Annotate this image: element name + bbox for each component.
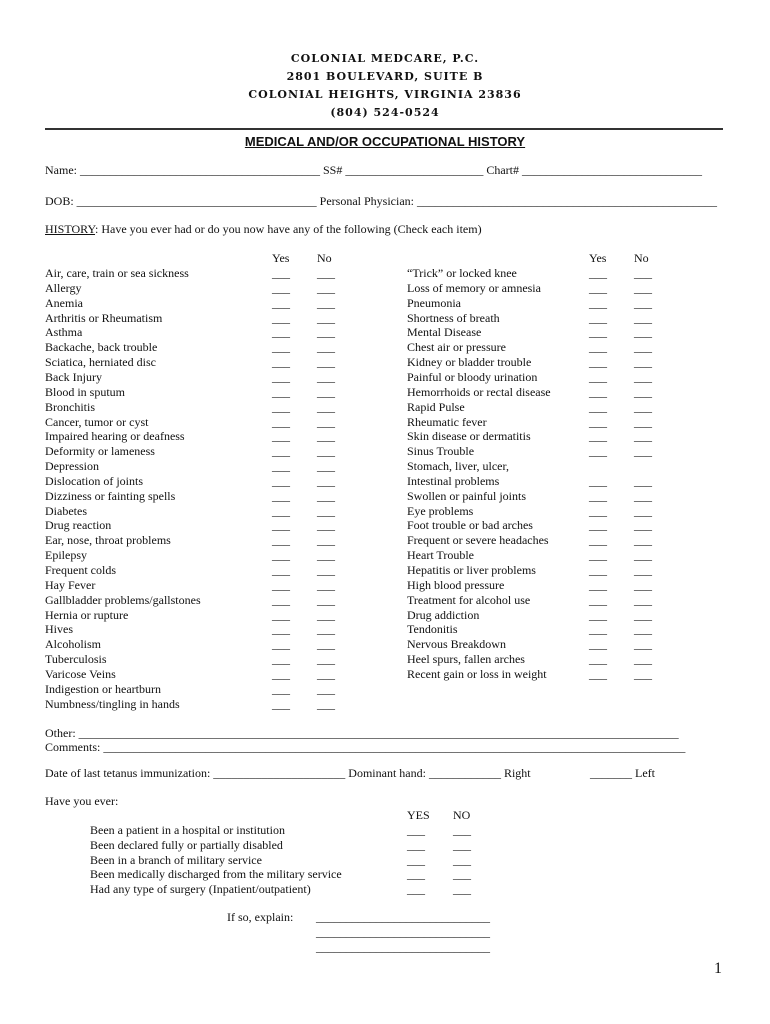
condition-label: Painful or bloody urination (407, 369, 538, 384)
no-blank[interactable]: ___ (317, 384, 335, 399)
yes-blank[interactable]: ___ (589, 414, 607, 429)
explain-label: If so, explain: (227, 910, 294, 924)
no-blank[interactable]: ___ (634, 399, 652, 414)
have-you-ever-item: Been in a branch of military service (90, 852, 262, 867)
yes-blank[interactable]: ___ (272, 280, 290, 295)
yes-blank[interactable]: ___ (589, 310, 607, 325)
no-blank[interactable]: ___ (453, 867, 471, 882)
no-blank[interactable]: ___ (317, 429, 335, 444)
have-you-ever-item: Been a patient in a hospital or institution (90, 823, 285, 837)
no-blank[interactable]: ___ (634, 384, 652, 399)
condition-label: Recent gain or loss in weight (407, 666, 547, 681)
yes-blank[interactable]: ___ (272, 666, 290, 681)
condition-label: Dizziness or fainting spells (45, 488, 176, 503)
condition-label: Drug reaction (45, 518, 112, 533)
yes-blank[interactable]: ___ (272, 622, 290, 637)
no-blank[interactable]: ___ (317, 295, 335, 310)
no-blank[interactable]: ___ (634, 592, 652, 607)
no-blank[interactable]: ___ (634, 563, 652, 577)
condition-label: Foot trouble or bad arches (407, 518, 533, 533)
condition-label: Tuberculosis (45, 652, 107, 667)
condition-label: Bronchitis (45, 399, 95, 414)
condition-label: Mental Disease (407, 325, 482, 340)
no-blank[interactable]: ___ (634, 666, 652, 681)
condition-label: Cancer, tumor or cyst (45, 414, 149, 429)
company-address-line2: COLONIAL HEIGHTS, VIRGINIA 23836 (248, 88, 522, 101)
condition-label: Chest air or pressure (407, 340, 506, 355)
yes-blank[interactable]: ___ (589, 666, 607, 681)
condition-label: Dislocation of joints (45, 473, 143, 488)
form-title: MEDICAL AND/OR OCCUPATIONAL HISTORY (244, 134, 526, 149)
yes-blank[interactable]: ___ (589, 340, 607, 355)
no-blank[interactable]: ___ (634, 429, 652, 444)
yes-blank[interactable]: ___ (589, 325, 607, 340)
yes-blank[interactable]: ___ (589, 444, 607, 459)
history-instruction (45, 222, 482, 236)
condition-label: Swollen or painful joints (407, 488, 526, 503)
condition-label: Backache, back trouble (45, 340, 158, 355)
no-blank[interactable]: ___ (317, 681, 335, 696)
no-blank[interactable]: ___ (634, 310, 652, 325)
yes-blank[interactable]: ___ (589, 577, 607, 592)
condition-label: Frequent colds (45, 563, 116, 577)
no-blank[interactable]: ___ (317, 518, 335, 533)
condition-label: Rapid Pulse (407, 399, 465, 414)
condition-label: Blood in sputum (45, 384, 126, 399)
no-blank[interactable]: ___ (634, 577, 652, 592)
no-blank[interactable]: ___ (634, 533, 652, 548)
yes-blank[interactable]: ___ (272, 369, 290, 384)
yes-blank[interactable]: ___ (272, 592, 290, 607)
condition-label: Treatment for alcohol use (407, 592, 531, 607)
yes-blank[interactable]: ___ (272, 681, 290, 696)
yes-blank[interactable]: ___ (272, 607, 290, 622)
yes-blank[interactable]: ___ (272, 533, 290, 548)
no-blank[interactable]: ___ (634, 518, 652, 533)
yes-blank[interactable]: ___ (589, 563, 607, 577)
condition-label: Sinus Trouble (407, 444, 475, 459)
yes-blank[interactable]: ___ (589, 622, 607, 637)
no-blank[interactable]: ___ (634, 473, 652, 488)
no-blank[interactable]: ___ (317, 473, 335, 488)
no-blank[interactable]: ___ (317, 652, 335, 667)
no-blank[interactable]: ___ (317, 444, 335, 459)
condition-label: Shortness of breath (407, 310, 500, 325)
no-blank[interactable]: ___ (634, 266, 652, 280)
yes-blank[interactable]: ___ (407, 852, 425, 867)
explain-line-2[interactable]: _____________________________ (316, 925, 490, 939)
other-line[interactable]: Other: ____________________________________________________________________________________________________ (45, 726, 679, 740)
no-blank[interactable]: ___ (634, 325, 652, 340)
condition-label: Heel spurs, fallen arches (407, 652, 525, 667)
no-blank[interactable]: ___ (634, 652, 652, 667)
condition-label: Asthma (45, 325, 83, 340)
yes-blank[interactable]: ___ (272, 325, 290, 340)
yes-blank[interactable]: ___ (272, 355, 290, 370)
have-you-ever-label: Have you ever: (45, 794, 119, 808)
header-divider (45, 128, 723, 130)
condition-label: Hemorrhoids or rectal disease (407, 384, 551, 399)
yes-blank[interactable]: ___ (589, 592, 607, 607)
condition-label: Diabetes (45, 503, 87, 518)
condition-label: Hepatitis or liver problems (407, 563, 536, 577)
yes-blank[interactable]: ___ (407, 837, 425, 852)
yes-blank[interactable]: ___ (272, 503, 290, 518)
yes-blank[interactable]: ___ (272, 518, 290, 533)
condition-label: Numbness/tingling in hands (45, 696, 180, 711)
no-blank[interactable]: ___ (634, 607, 652, 622)
left-yes-header: Yes (272, 251, 290, 265)
no-blank[interactable]: ___ (634, 280, 652, 295)
no-blank[interactable]: ___ (317, 399, 335, 414)
condition-label: Hay Fever (45, 577, 96, 592)
condition-label: Deformity or lameness (45, 444, 155, 459)
company-name: COLONIAL MEDCARE, P.C. (290, 52, 480, 65)
yes-blank[interactable]: ___ (272, 459, 290, 474)
comments-line[interactable]: Comments: _________________________________________________________________________________________________ (45, 740, 686, 754)
yes-blank[interactable]: ___ (589, 533, 607, 548)
condition-label: Ear, nose, throat problems (45, 533, 171, 548)
no-blank[interactable]: ___ (317, 622, 335, 637)
no-blank[interactable]: ___ (634, 503, 652, 518)
yes-blank[interactable]: ___ (272, 414, 290, 429)
no-blank[interactable]: ___ (453, 837, 471, 852)
yes-blank[interactable]: ___ (589, 473, 607, 488)
no-blank[interactable]: ___ (317, 637, 335, 652)
condition-label: Arthritis or Rheumatism (45, 310, 163, 325)
no-blank[interactable]: ___ (634, 622, 652, 637)
no-blank[interactable]: ___ (634, 414, 652, 429)
no-blank[interactable]: ___ (317, 696, 335, 711)
have-you-ever-yes-header: YES (407, 808, 430, 822)
condition-label: Depression (45, 459, 99, 474)
yes-blank[interactable]: ___ (589, 488, 607, 503)
no-blank[interactable]: ___ (634, 637, 652, 652)
yes-blank[interactable]: ___ (272, 652, 290, 667)
no-blank[interactable]: ___ (317, 592, 335, 607)
no-blank[interactable]: ___ (317, 280, 335, 295)
yes-blank[interactable]: ___ (272, 696, 290, 711)
no-blank[interactable]: ___ (317, 607, 335, 622)
yes-blank[interactable]: ___ (272, 577, 290, 592)
yes-blank[interactable]: ___ (272, 473, 290, 488)
no-blank[interactable]: ___ (634, 444, 652, 459)
condition-label: Drug addiction (407, 607, 480, 622)
history-label: HISTORY (45, 222, 96, 236)
condition-label: Allergy (45, 280, 82, 295)
condition-label: Tendonitis (407, 622, 458, 637)
no-blank[interactable]: ___ (453, 823, 471, 837)
no-blank[interactable]: ___ (317, 340, 335, 355)
no-blank[interactable]: ___ (317, 266, 335, 280)
yes-blank[interactable]: ___ (272, 488, 290, 503)
condition-label: High blood pressure (407, 577, 505, 592)
condition-label: Anemia (45, 295, 83, 310)
name-ss-chart-line[interactable]: Name: ________________________________________ SS# _______________________ Chart# ______________________________ (45, 163, 702, 177)
condition-label: Kidney or bladder trouble (407, 355, 532, 370)
yes-blank[interactable]: ___ (589, 399, 607, 414)
no-blank[interactable]: ___ (317, 369, 335, 384)
yes-blank[interactable]: ___ (589, 429, 607, 444)
no-blank[interactable]: ___ (317, 310, 335, 325)
yes-blank[interactable]: ___ (272, 563, 290, 577)
yes-blank[interactable]: ___ (272, 340, 290, 355)
have-you-ever-no-header: NO (453, 808, 471, 822)
yes-blank[interactable]: ___ (589, 266, 607, 280)
condition-label: Pneumonia (407, 295, 461, 310)
no-blank[interactable]: ___ (317, 548, 335, 563)
have-you-ever-item: Had any type of surgery (Inpatient/outpatient) (90, 882, 311, 897)
condition-label: Eye problems (407, 503, 474, 518)
condition-label: Intestinal problems (407, 473, 500, 488)
yes-blank[interactable]: ___ (272, 384, 290, 399)
yes-blank[interactable]: ___ (589, 369, 607, 384)
no-blank[interactable]: ___ (453, 852, 471, 867)
yes-blank[interactable]: ___ (589, 355, 607, 370)
dob-physician-line[interactable]: DOB: ________________________________________ Personal Physician: __________________________________________________ (45, 194, 717, 208)
yes-blank[interactable]: ___ (272, 429, 290, 444)
no-blank[interactable]: ___ (453, 882, 471, 897)
no-blank[interactable]: ___ (317, 503, 335, 518)
condition-label: Varicose Veins (45, 666, 116, 681)
company-address-line1: 2801 BOULEVARD, SUITE B (286, 70, 484, 83)
condition-label: Hives (45, 622, 73, 637)
yes-blank[interactable]: ___ (589, 295, 607, 310)
no-blank[interactable]: ___ (317, 488, 335, 503)
yes-blank[interactable]: ___ (589, 280, 607, 295)
condition-label: Alcoholism (45, 637, 101, 652)
yes-blank[interactable]: ___ (589, 607, 607, 622)
yes-blank[interactable]: ___ (589, 503, 607, 518)
condition-label: Frequent or severe headaches (407, 533, 549, 548)
tetanus-dominant-hand-line[interactable]: Date of last tetanus immunization: ______________________ Dominant hand: ____________ Right (45, 766, 531, 780)
yes-blank[interactable]: ___ (589, 637, 607, 652)
no-blank[interactable]: ___ (634, 369, 652, 384)
have-you-ever-item: Been medically discharged from the military service (90, 867, 342, 882)
no-blank[interactable]: ___ (317, 533, 335, 548)
no-blank[interactable]: ___ (317, 325, 335, 340)
company-phone: (804) 524-0524 (330, 106, 440, 119)
yes-blank[interactable]: ___ (407, 823, 425, 837)
condition-label: Rheumatic fever (407, 414, 487, 429)
no-blank[interactable]: ___ (317, 577, 335, 592)
no-blank[interactable]: ___ (634, 548, 652, 563)
yes-blank[interactable]: ___ (407, 882, 425, 897)
condition-label: Back Injury (45, 369, 102, 384)
yes-blank[interactable]: ___ (589, 548, 607, 563)
condition-label: Epilepsy (45, 548, 87, 563)
yes-blank[interactable]: ___ (589, 384, 607, 399)
condition-label: Impaired hearing or deafness (45, 429, 185, 444)
yes-blank[interactable]: ___ (272, 444, 290, 459)
condition-label: Sciatica, herniated disc (45, 355, 156, 370)
yes-blank[interactable]: ___ (272, 548, 290, 563)
yes-blank[interactable]: ___ (589, 518, 607, 533)
no-blank[interactable]: ___ (317, 459, 335, 474)
condition-label: Hernia or rupture (45, 607, 129, 622)
condition-label: Heart Trouble (407, 548, 474, 563)
right-yes-header: Yes (589, 251, 607, 265)
condition-label: Skin disease or dermatitis (407, 429, 531, 444)
yes-blank[interactable]: ___ (272, 266, 290, 280)
explain-line-3[interactable]: _____________________________ (316, 940, 490, 954)
no-blank[interactable]: ___ (317, 563, 335, 577)
left-hand-line[interactable]: _______ Left (590, 766, 655, 780)
right-no-header: No (634, 251, 649, 265)
yes-blank[interactable]: ___ (272, 399, 290, 414)
condition-label: Loss of memory or amnesia (407, 280, 541, 295)
condition-label: Air, care, train or sea sickness (45, 266, 189, 280)
condition-label: Stomach, liver, ulcer, (407, 459, 510, 474)
condition-label: Nervous Breakdown (407, 637, 506, 652)
condition-label: “Trick” or locked knee (407, 266, 517, 280)
history-instruction-text: : Have you ever had or do you now have any of the following (Check each item) (95, 222, 482, 236)
no-blank[interactable]: ___ (317, 414, 335, 429)
condition-label: Indigestion or heartburn (45, 681, 161, 696)
have-you-ever-item: Been declared fully or partially disabled (90, 837, 283, 852)
no-blank[interactable]: ___ (634, 488, 652, 503)
explain-line-1[interactable]: _____________________________ (316, 910, 490, 924)
no-blank[interactable]: ___ (634, 295, 652, 310)
condition-label: Gallbladder problems/gallstones (45, 592, 201, 607)
yes-blank[interactable]: ___ (272, 637, 290, 652)
no-blank[interactable]: ___ (634, 355, 652, 370)
left-no-header: No (317, 251, 332, 265)
yes-blank[interactable]: ___ (589, 652, 607, 667)
no-blank[interactable]: ___ (634, 340, 652, 355)
yes-blank[interactable]: ___ (407, 867, 425, 882)
yes-blank[interactable]: ___ (272, 310, 290, 325)
no-blank[interactable]: ___ (317, 355, 335, 370)
yes-blank[interactable]: ___ (272, 295, 290, 310)
page-number: 1 (714, 960, 722, 977)
no-blank[interactable]: ___ (317, 666, 335, 681)
